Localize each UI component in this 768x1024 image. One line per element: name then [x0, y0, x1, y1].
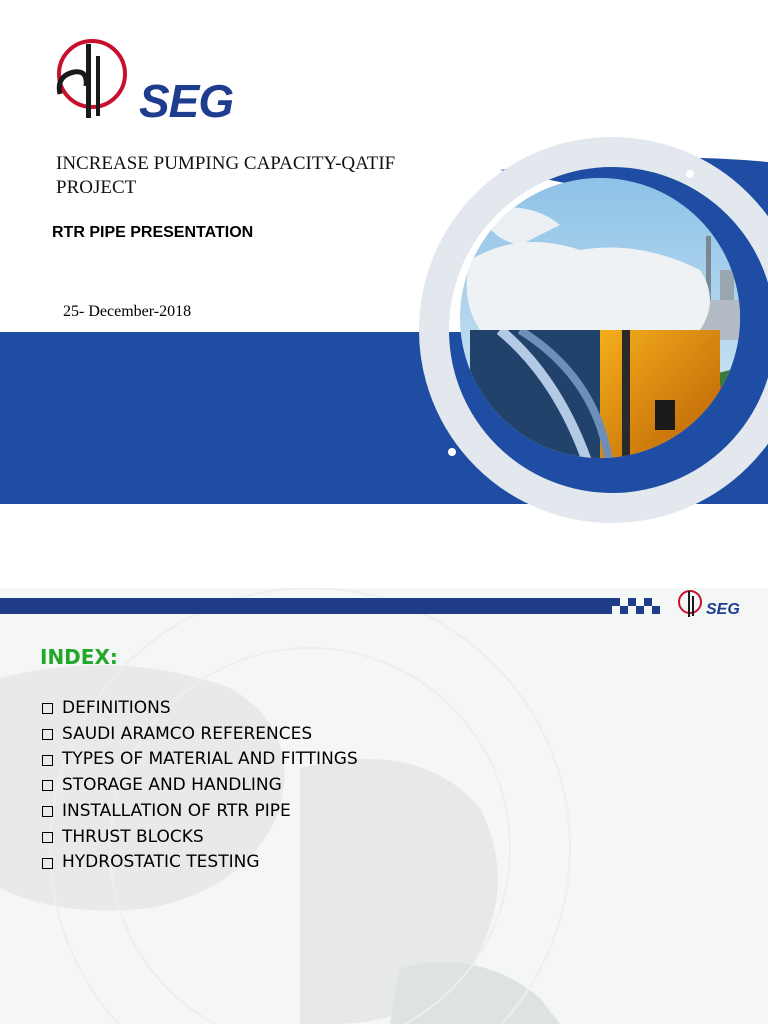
sinopec-seg-logo-small — [676, 588, 756, 622]
index-list — [42, 696, 358, 876]
index-heading: INDEX: — [40, 645, 118, 669]
checkbox-bullet-icon — [42, 703, 53, 714]
presentation-date: 25- December-2018 — [63, 303, 192, 320]
header-band — [0, 598, 612, 614]
checkbox-bullet-icon — [42, 780, 53, 791]
checkbox-bullet-icon — [42, 858, 53, 869]
presentation-subtitle: RTR PIPE PRESENTATION — [52, 224, 254, 241]
list-item: THRUST BLOCKS — [42, 825, 358, 851]
seg-brand-text: SEG — [139, 75, 234, 127]
checker-pattern — [612, 598, 662, 614]
checkbox-bullet-icon — [42, 729, 53, 740]
list-item: SAUDI ARAMCO REFERENCES — [42, 722, 358, 748]
checkbox-bullet-icon — [42, 755, 53, 766]
list-item: STORAGE AND HANDLING — [42, 773, 358, 799]
list-item: INSTALLATION OF RTR PIPE — [42, 799, 358, 825]
list-item: TYPES OF MATERIAL AND FITTINGS — [42, 747, 358, 773]
list-item: HYDROSTATIC TESTING — [42, 850, 358, 876]
seg-brand-small: SEG — [706, 601, 740, 618]
list-item: DEFINITIONS — [42, 696, 358, 722]
index-slide — [0, 588, 768, 1024]
presentation-title: INCREASE PUMPING CAPACITY-QATIF PROJECT — [56, 153, 396, 198]
checkbox-bullet-icon — [42, 832, 53, 843]
checkbox-bullet-icon — [42, 806, 53, 817]
